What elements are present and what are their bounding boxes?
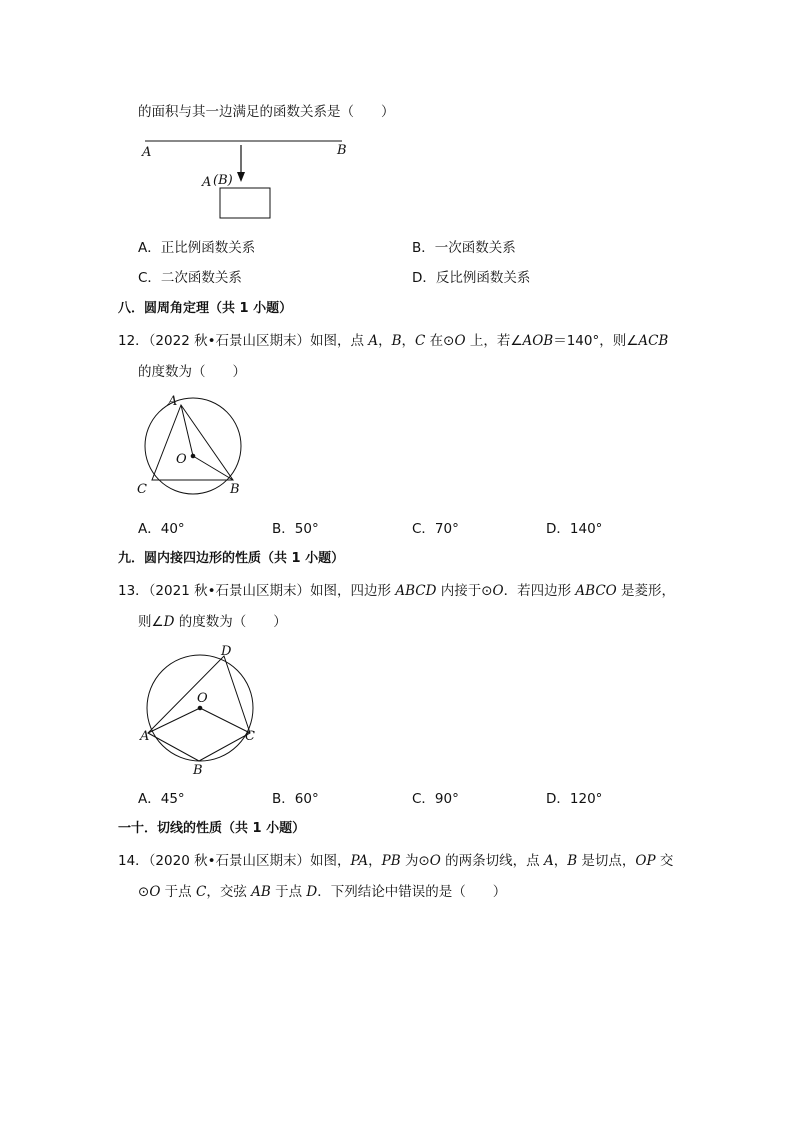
q12-option-d[interactable]: D．140° [546,521,603,537]
q13-option-b[interactable]: B．60° [272,791,319,807]
q12-stem-line2: 的度数为（ ） [138,364,246,380]
q11-rectangle [220,188,270,218]
q11-label-b: B [337,143,347,158]
q11-option-c[interactable]: C．二次函数关系 [138,270,242,286]
section-9-title: 九．圆内接四边形的性质（共 1 小题） [118,551,345,566]
q12-stem-line1: 12．（2022 秋•石景山区期末）如图，点 A，B，C 在⊙O 上，若∠AOB＝140°，则∠ACB [118,333,669,349]
q12-option-a[interactable]: A．40° [138,521,185,537]
q13-stem-line2: 则∠D 的度数为（ ） [138,614,287,630]
q13-stem-line1: 13．（2021 秋•石景山区期末）如图，四边形 ABCD 内接于⊙O．若四边形 ABCO 是菱形， [118,583,676,599]
q12-label-a: A [168,394,178,409]
q11-arrow-head [237,172,245,182]
q11-option-b[interactable]: B．一次函数关系 [412,240,516,256]
q12-label-b: B [230,482,240,497]
q13-option-d[interactable]: D．120° [546,791,603,807]
q13-label-c: C [245,729,255,744]
q12-option-b[interactable]: B．50° [272,521,319,537]
q12-center-point [191,454,196,459]
q11-option-d[interactable]: D．反比例函数关系 [412,270,531,286]
q11-label-a: A [142,145,152,160]
q13-center-point [198,706,203,711]
q13-option-c[interactable]: C．90° [412,791,459,807]
q12-option-c[interactable]: C．70° [412,521,459,537]
q11-stem-tail: 的面积与其一边满足的函数关系是（ ） [138,104,395,120]
q13-segment-ao [148,708,200,733]
q12-triangle-acb [152,405,233,480]
section-8-title: 八．圆周角定理（共 1 小题） [118,301,293,316]
q12-label-c: C [137,482,147,497]
q12-figure [130,388,260,508]
q13-figure [130,640,280,780]
q12-label-o: O [176,452,187,467]
q13-label-d: D [221,644,232,659]
q14-stem-line2: ⊙O 于点 C，交弦 AB 于点 D．下列结论中错误的是（ ） [138,884,507,900]
section-10-title: 一十．切线的性质（共 1 小题） [118,821,306,836]
q13-label-b: B [193,763,203,778]
q11-label-ab-b: (B) [213,173,233,188]
q13-option-a[interactable]: A．45° [138,791,185,807]
q14-stem-line1: 14．（2020 秋•石景山区期末）如图，PA，PB 为⊙O 的两条切线，点 A，B 是切点，OP 交 [118,853,674,869]
q11-option-a[interactable]: A．正比例函数关系 [138,240,256,256]
q11-label-ab-a: A [202,175,212,190]
q11-figure [130,130,390,230]
q13-label-o: O [197,691,208,706]
q13-label-a: A [140,729,150,744]
q12-segment-ob [193,456,233,480]
q12-segment-oa [181,405,193,456]
